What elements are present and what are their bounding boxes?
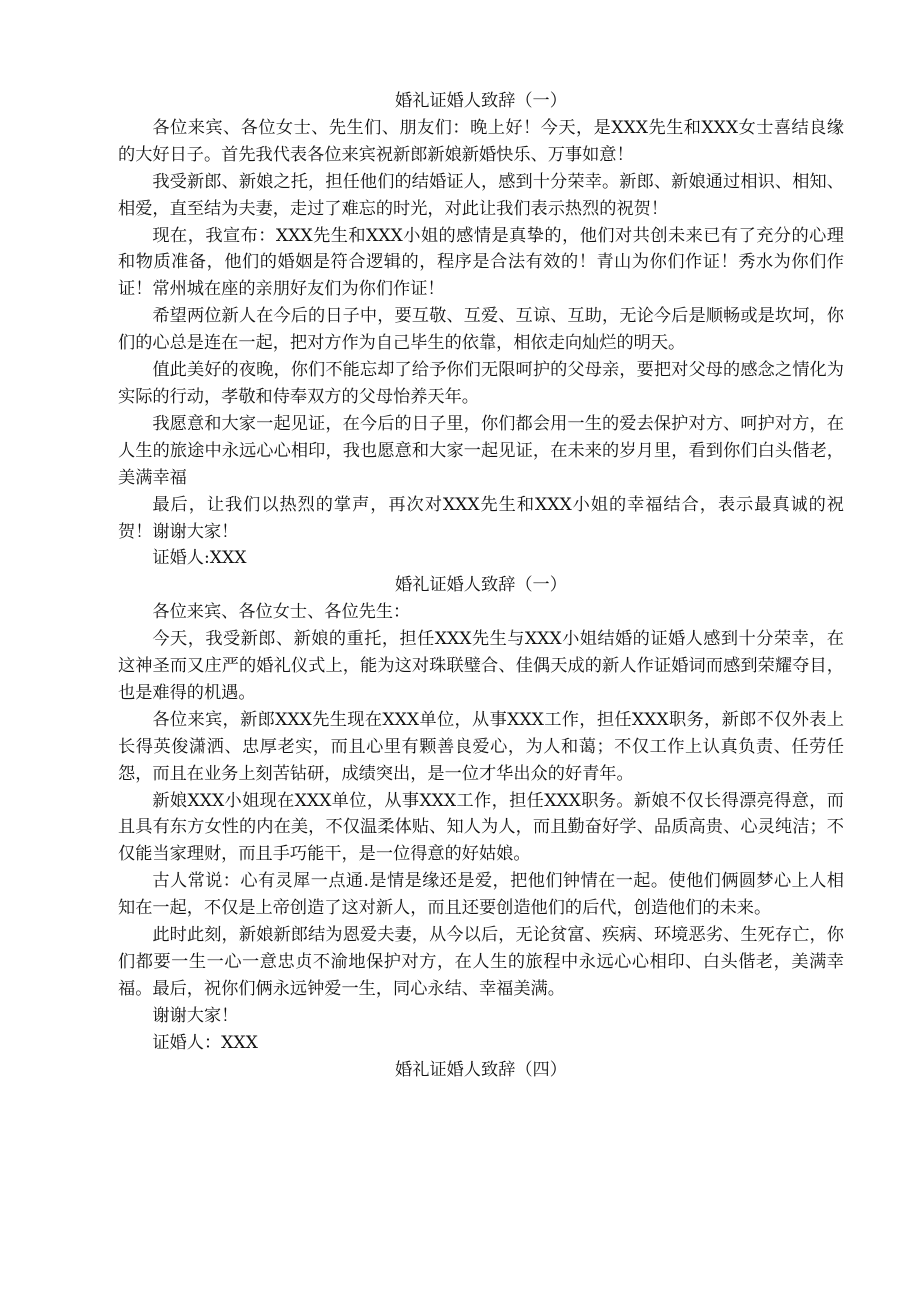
paragraph: 最后，让我们以热烈的掌声，再次对XXX先生和XXX小姐的幸福结合，表示最真诚的祝贺！谢谢大家！ xyxy=(118,494,844,542)
paragraph: 各位来宾，新郎XXX先生现在XXX单位，从事XXX工作，担任XXX职务，新郎不仅外表上长得英俊潇洒、忠厚老实，而且心里有颗善良爱心，为人和蔼；不仅工作上认真负责、任劳任怨，而且在业务上刻苦钻研，成绩突出，是一位才华出众的好青年。 xyxy=(118,709,844,784)
paragraph: 各位来宾、各位女士、先生们、朋友们：晚上好！今天，是XXX先生和XXX女士喜结良缘的大好日子。首先我代表各位来宾祝新郎新娘新婚快乐、万事如意！ xyxy=(118,117,844,165)
paragraph: 今天，我受新郎、新娘的重托，担任XXX先生与XXX小姐结婚的证婚人感到十分荣幸，在这神圣而又庄严的婚礼仪式上，能为这对珠联璧合、佳偶天成的新人作证婚词而感到荣耀夺目，也是难得的机遇。 xyxy=(118,629,844,703)
paragraph: 我愿意和大家一起见证，在今后的日子里，你们都会用一生的爱去保护对方、呵护对方，在人生的旅途中永远心心相印，我也愿意和大家一起见证，在未来的岁月里，看到你们白头偕老，美满幸福 xyxy=(118,413,844,488)
speech-section-3 xyxy=(118,1057,844,1084)
paragraph: 此时此刻，新娘新郎结为恩爱夫妻，从今以后，无论贫富、疾病、环境恶劣、生死存亡，你们都要一生一心一意忠贞不渝地保护对方，在人生的旅程中永远心心相印、白头偕老，美满幸福。最后，祝你们俩永远钟爱一生，同心永结、幸福美满。 xyxy=(118,925,844,999)
paragraph: 古人常说：心有灵犀一点通.是情是缘还是爱，把他们钟情在一起。使他们俩圆梦心上人相知在一起，不仅是上帝创造了这对新人，而且还要创造他们的后代，创造他们的未来。 xyxy=(118,871,844,919)
paragraph: 值此美好的夜晚，你们不能忘却了给予你们无限呵护的父母亲，要把对父母的感念之情化为实际的行动，孝敬和侍奉双方的父母怡养天年。 xyxy=(118,360,844,407)
closing-thanks: 谢谢大家！ xyxy=(152,1005,239,1026)
salutation: 各位来宾、各位女士、各位先生： xyxy=(152,602,411,623)
witness-signature: 证婚人：XXX xyxy=(152,1032,258,1053)
speech-section-2 xyxy=(118,572,844,1056)
section-title: 婚礼证婚人致辞（四） xyxy=(395,1059,567,1080)
section-title: 婚礼证婚人致辞（一） xyxy=(395,91,567,111)
paragraph: 希望两位新人在今后的日子中，要互敬、互爱、互谅、互助，无论今后是顺畅或是坎坷，你们的心总是连在一起，把对方作为自己毕生的依靠，相依走向灿烂的明天。 xyxy=(118,306,844,354)
paragraph: 现在，我宣布：XXX先生和XXX小姐的感情是真挚的，他们对共创未来已有了充分的心理和物质准备，他们的婚姻是符合逻辑的，程序是合法有效的！青山为你们作证！秀水为你们作证！常州城在座的亲朋好友们为你们作证！ xyxy=(118,225,844,300)
document-page xyxy=(118,88,844,1084)
paragraph: 新娘XXX小姐现在XXX单位，从事XXX工作，担任XXX职务。新娘不仅长得漂亮得意，而且具有东方女性的内在美，不仅温柔体贴、知人为人，而且勤奋好学、品质高贵、心灵纯洁；不仅能当家理财，而且手巧能干，是一位得意的好姑娘。 xyxy=(118,790,844,865)
witness-signature: 证婚人:XXX xyxy=(152,548,247,569)
paragraph: 我受新郎、新娘之托，担任他们的结婚证人，感到十分荣幸。新郎、新娘通过相识、相知、相爱，直至结为夫妻，走过了难忘的时光，对此让我们表示热烈的祝贺！ xyxy=(118,171,844,219)
section-title: 婚礼证婚人致辞（一） xyxy=(395,575,567,596)
speech-section-1 xyxy=(118,88,844,572)
